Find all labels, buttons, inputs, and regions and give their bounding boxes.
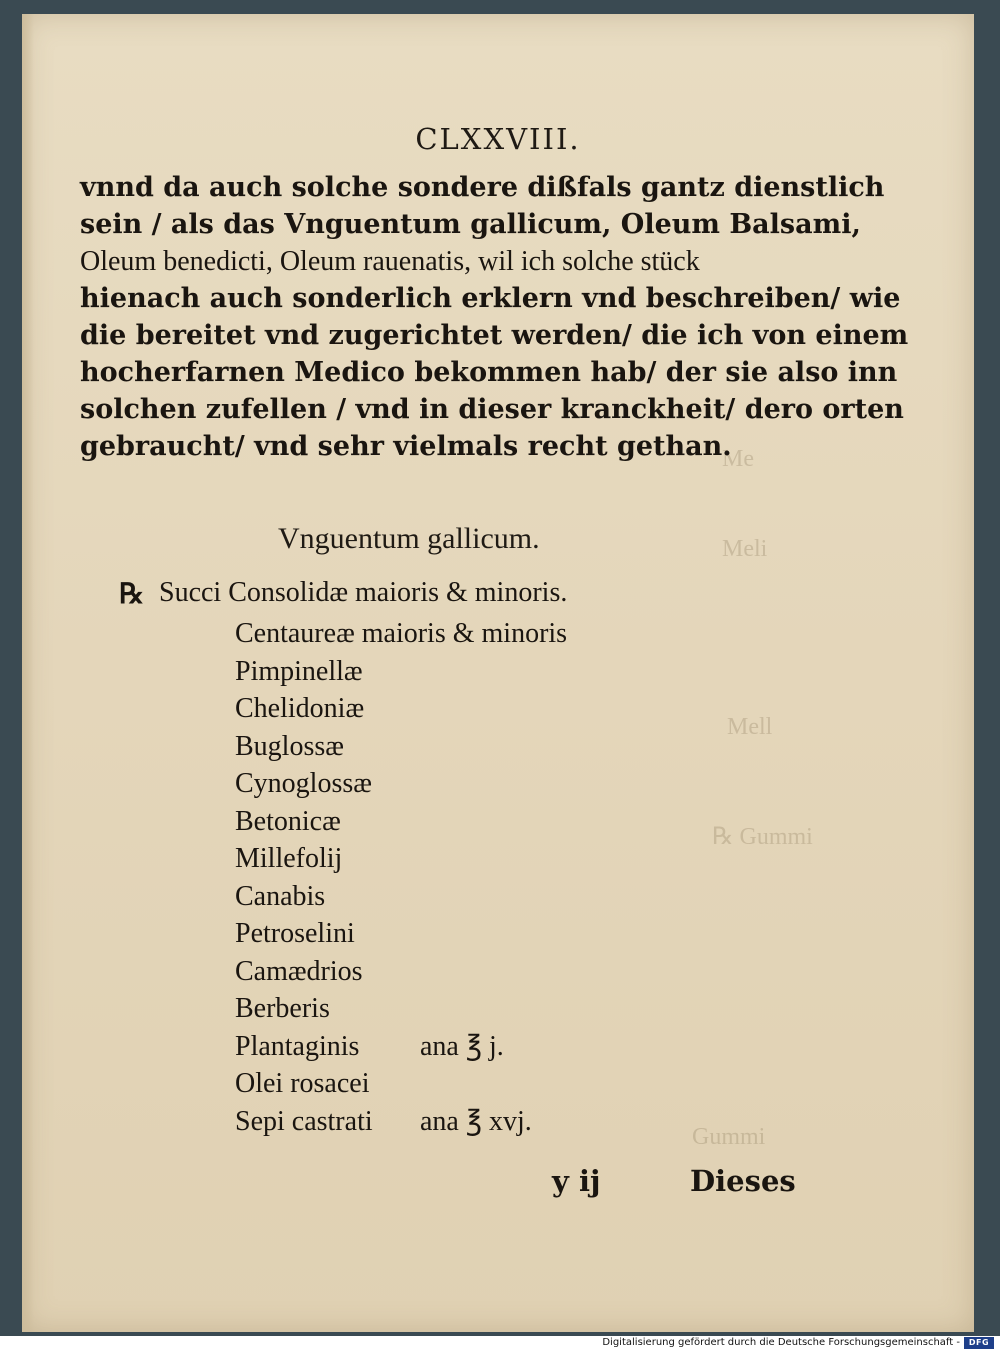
- ingredient-item: [235, 653, 567, 691]
- ingredient-item: [235, 765, 567, 803]
- ingredient-item: [235, 1065, 567, 1103]
- ingredient-name: Berberis: [235, 993, 330, 1024]
- text-line: solchen zufellen / vnd in dieser kranckheit/ dero orten: [80, 394, 904, 425]
- ingredient-name: Olei rosacei: [235, 1068, 370, 1099]
- catchword: Dieses: [690, 1164, 796, 1198]
- recipe-first-line: Succi Consolidæ maioris & minoris.: [159, 577, 568, 608]
- footer-credit-text: Digitalisierung gefördert durch die Deutsche Forschungsgemeinschaft -: [602, 1337, 960, 1348]
- text-line: sein / als das Vnguentum gallicum, Oleum Balsami,: [80, 209, 861, 240]
- bleed-through-text: Meli: [722, 536, 768, 562]
- page-edge-shadow: [22, 14, 34, 1332]
- ingredient-quantity: ana ℥ j.: [420, 1030, 504, 1062]
- page-header: CLXXVIII.: [415, 122, 581, 156]
- recipe-block: [22, 14, 974, 1332]
- ingredient-name: Buglossæ: [235, 730, 344, 762]
- ingredient-name: Petroselini: [235, 918, 355, 949]
- ingredient-item: [235, 803, 567, 841]
- ingredient-name: Canabis: [235, 880, 326, 912]
- ingredient-name: Sepi castrati: [235, 1105, 373, 1137]
- text-line: hocherfarnen Medico bekommen hab/ der sie also inn: [80, 357, 898, 388]
- ingredient-list: [235, 615, 567, 1140]
- ingredient-name: Plantaginis: [235, 1030, 360, 1062]
- ingredient-item: [235, 1028, 567, 1066]
- ingredient-name: Cynoglossæ: [235, 768, 372, 799]
- ingredient-item: [235, 615, 567, 653]
- bleed-through-text: ℞ Gummi: [712, 824, 813, 850]
- ingredient-quantity: ana ℥ xvj.: [420, 1105, 532, 1137]
- text-line: vnnd da auch solche sondere dißfals gantz dienstlich: [80, 172, 885, 203]
- text-line: hienach auch sonderlich erklern vnd beschreiben/ wie: [80, 283, 901, 314]
- bleed-through-text: Me: [722, 446, 754, 472]
- text-line: die bereitet vnd zugerichtet werden/ die ich von einem: [80, 320, 909, 351]
- ingredient-item: [235, 990, 567, 1028]
- ingredient-item: [235, 915, 567, 953]
- ingredient-name: Pimpinellæ: [235, 655, 363, 687]
- signature-mark: y ij: [552, 1164, 601, 1198]
- section-title: Vnguentum gallicum.: [278, 522, 540, 555]
- ingredient-name: Centaureæ maioris & minoris: [235, 618, 568, 649]
- ingredient-item: [235, 953, 567, 991]
- ingredient-item: [235, 728, 567, 766]
- ingredient-item: [235, 1103, 567, 1141]
- dfg-logo-icon: DFG: [964, 1337, 994, 1349]
- ingredient-name: Millefolij: [235, 843, 343, 874]
- recipe-symbol: ℞: [119, 577, 145, 610]
- ingredient-name: Chelidoniæ: [235, 693, 365, 724]
- ingredient-item: [235, 878, 567, 916]
- bleed-through-text: Gummi: [692, 1124, 766, 1150]
- ingredient-name: Betonicæ: [235, 805, 341, 837]
- text-line: gebraucht/ vnd sehr vielmals recht gethan.: [80, 431, 732, 462]
- ingredient-name: Camædrios: [235, 955, 363, 987]
- book-page: [22, 14, 974, 1332]
- bleed-through-text: Mell: [727, 714, 773, 740]
- ingredient-item: [235, 690, 567, 728]
- text-line: Oleum benedicti, Oleum rauenatis, wil ich solche stück: [80, 246, 700, 277]
- ingredient-item: [235, 840, 567, 878]
